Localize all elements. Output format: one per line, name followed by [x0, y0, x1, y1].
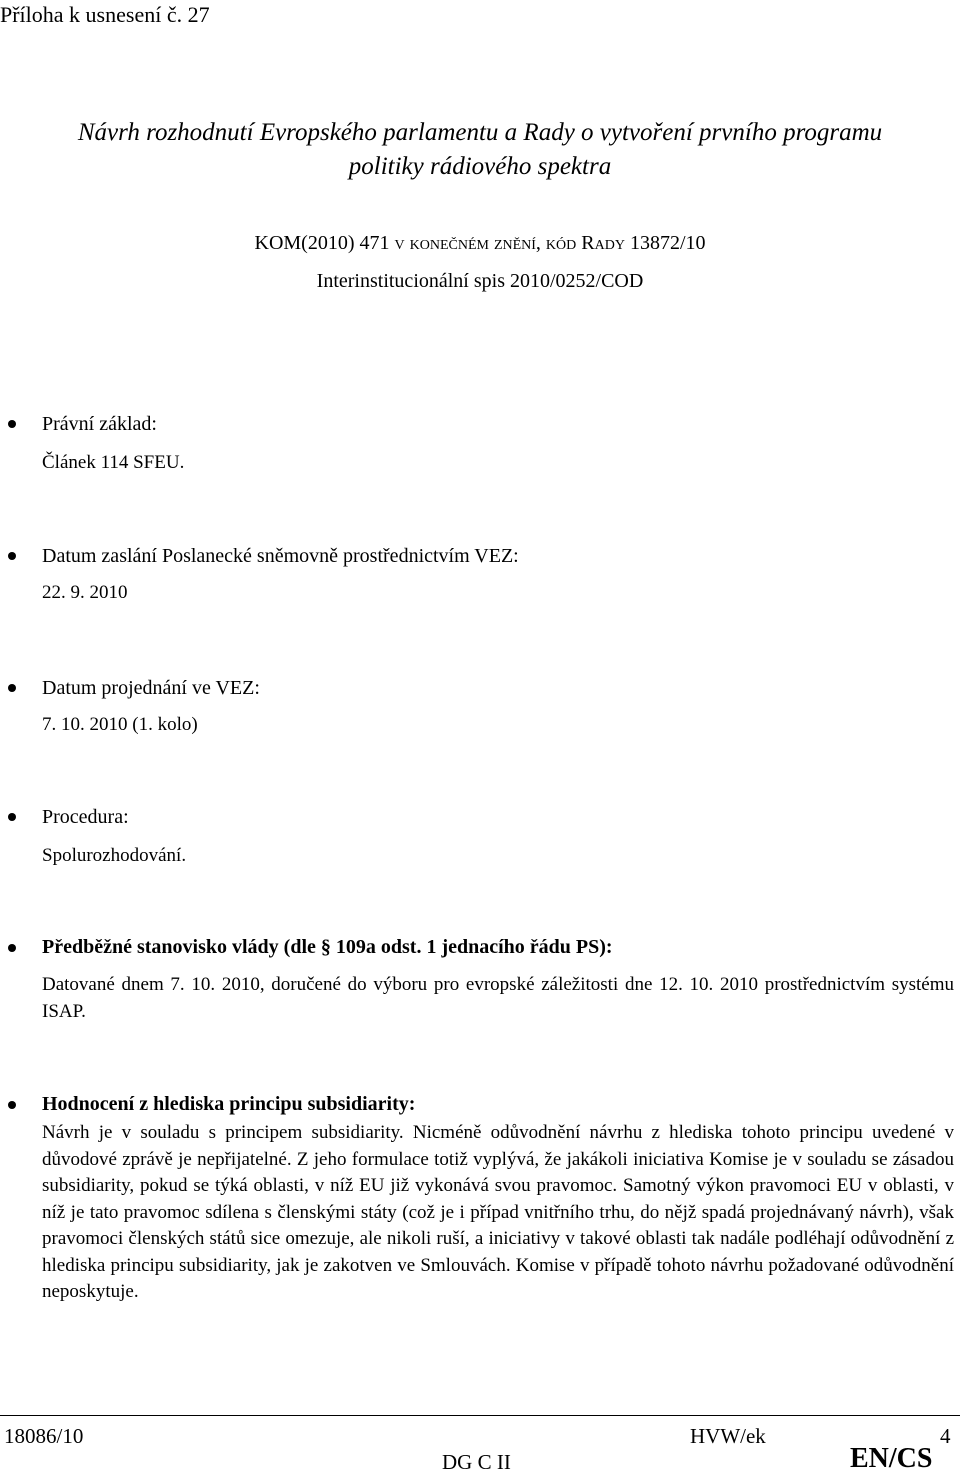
section-text-legal-basis: Článek 114 SFEU.: [42, 452, 185, 473]
reference-line1: KOM(2010) 471 v konečném znění, kód Rady 13872/10: [254, 232, 706, 254]
document-title-line1: Návrh rozhodnutí Evropského parlamentu a Rady o vytvoření prvního programu: [77, 119, 883, 146]
document-title-line2: politiky rádiového spektra: [348, 153, 612, 180]
section-heading-government-opinion: Předběžné stanovisko vlády (dle § 109a odst. 1 jednacího řádu PS):: [42, 936, 613, 958]
section-text-government-opinion: Datované dnem 7. 10. 2010, doručené do výboru pro evropské záležitosti dne 12. 10. 2010 prostřednictvím systému ISAP.: [42, 974, 954, 1022]
bullet-icon: [8, 813, 16, 821]
footer-page-number: 4: [940, 1424, 951, 1448]
bullet-icon: [8, 552, 16, 560]
section-heading-legal-basis: Právní základ:: [42, 413, 157, 435]
footer-doc-number: 18086/10: [4, 1424, 84, 1448]
bullet-icon: [8, 684, 16, 692]
section-heading-discussion-date: Datum projednání ve VEZ:: [42, 677, 260, 699]
section-text-procedure: Spolurozhodování.: [42, 845, 187, 866]
section-heading-subsidiarity: Hodnocení z hlediska principu subsidiarity:: [42, 1093, 416, 1115]
section-text-subsidiarity: Návrh je v souladu s principem subsidiarity. Nicméně odůvodnění návrhu z hlediska tohoto principu uvedené v důvodové zprávě je nepřijatelné. Z jeho formulace totiž vyplývá, že jakákoli iniciativa Komise je v souladu se zásadou subsidiarity, pokud se týká oblasti, v níž EU již vykonává svou pravomoc. Samotný výkon pravomoci EU v oblasti, v níž je tato pravomoc sdílena s členskými státy (což je i případ vnitřního trhu, do nějž spadá projednávaný návrh), však pravomoci členských států sice omezuje, ale nikoli ruší, a iniciativy v takové oblasti tak nadále podléhají odůvodnění z hlediska principu subsidiarity, jak je zakotven ve Smlouvách. Komise v případě tohoto návrhu požadované odůvodnění neposkytuje.: [42, 1122, 954, 1302]
annex-label: Příloha k usnesení č. 27: [0, 2, 210, 27]
section-text-discussion-date: 7. 10. 2010 (1. kolo): [42, 714, 198, 735]
bullet-icon: [8, 1101, 16, 1109]
section-heading-sent-date: Datum zaslání Poslanecké sněmovně prostřednictvím VEZ:: [42, 545, 519, 567]
footer-separator: [0, 1415, 960, 1416]
bullet-icon: [8, 944, 16, 952]
footer-initials: HVW/ek: [690, 1424, 766, 1448]
section-heading-procedure: Procedura:: [42, 806, 129, 828]
footer-languages: EN/CS: [850, 1443, 933, 1474]
section-text-sent-date: 22. 9. 2010: [42, 582, 128, 603]
bullet-icon: [8, 420, 16, 428]
reference-line2: Interinstitucionální spis 2010/0252/COD: [316, 270, 644, 292]
footer-department: DG C II: [442, 1450, 511, 1474]
